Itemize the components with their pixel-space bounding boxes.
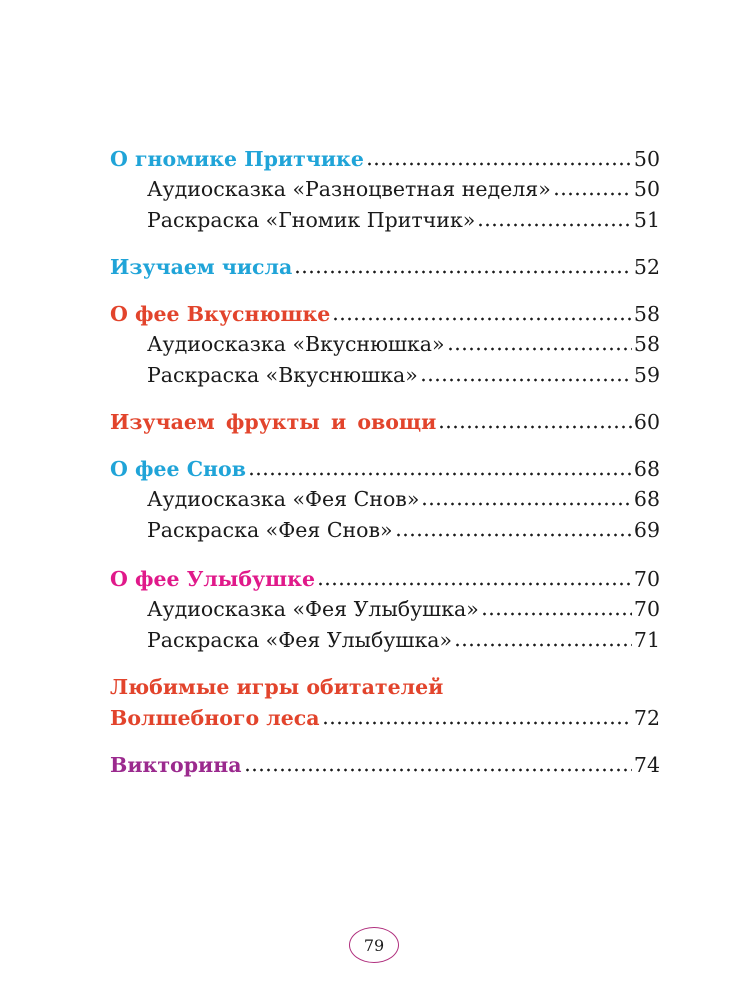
dot-leader [395, 533, 632, 537]
dot-leader [332, 317, 632, 321]
toc-subentry-page: 51 [633, 208, 660, 232]
toc-subentry-page: 68 [633, 487, 660, 511]
toc-subentry[interactable] [147, 592, 660, 622]
toc-subentry[interactable] [147, 358, 660, 388]
dot-leader [294, 270, 632, 274]
toc-subentry[interactable] [147, 482, 660, 512]
toc-subentry-page: 71 [633, 628, 660, 652]
dot-leader [481, 612, 632, 616]
toc-entry-page: 52 [633, 255, 660, 279]
toc-subentry-page: 69 [633, 518, 660, 542]
toc-subentry-title: Аудиосказка «Фея Улыбушка» [147, 597, 479, 621]
toc-subentry[interactable] [147, 203, 660, 233]
table-of-contents [110, 0, 660, 1000]
dot-leader [244, 768, 632, 772]
toc-entry-page: 58 [633, 302, 660, 326]
toc-entry-page: 50 [633, 147, 660, 171]
dot-leader [317, 582, 632, 586]
toc-subentry-page: 59 [633, 363, 660, 387]
toc-subentry[interactable] [147, 623, 660, 653]
toc-subentry-title: Раскраска «Вкуснюшка» [147, 363, 418, 387]
dot-leader [420, 378, 632, 382]
toc-entry-page: 74 [633, 753, 660, 777]
toc-subentry[interactable] [147, 327, 660, 357]
toc-entry-numbers[interactable] [110, 250, 660, 280]
toc-entry-vkusnyushka[interactable] [110, 297, 660, 327]
toc-subentry-title: Аудиосказка «Фея Снов» [147, 487, 420, 511]
toc-entry-title: О фее Снов [110, 457, 246, 481]
toc-entry-title: Волшебного леса [110, 706, 320, 730]
toc-subentry-title: Раскраска «Фея Улыбушка» [147, 628, 453, 652]
toc-entry-title: О гномике Притчике [110, 147, 364, 171]
toc-entry-title: Любимые игры обитателей [110, 675, 444, 699]
toc-entry-title: Викторина [110, 753, 242, 777]
toc-subentry-page: 70 [633, 597, 660, 621]
toc-subentry-page: 50 [633, 177, 660, 201]
toc-entry-games-line2[interactable] [110, 701, 660, 731]
dot-leader [421, 502, 632, 506]
toc-entry-title: О фее Улыбушке [110, 567, 316, 591]
dot-leader [553, 192, 632, 196]
toc-subentry[interactable] [147, 513, 660, 543]
toc-entry-gnome[interactable] [110, 142, 660, 172]
toc-subentry-page: 58 [633, 332, 660, 356]
dot-leader [438, 425, 632, 429]
toc-subentry-title: Раскраска «Гномик Притчик» [147, 208, 476, 232]
dot-leader [366, 162, 632, 166]
toc-entry-page: 70 [633, 567, 660, 591]
toc-entry-title: Изучаем числа [110, 255, 293, 279]
toc-entry-title: Изучаем фрукты и овощи [110, 410, 437, 434]
toc-subentry-title: Аудиосказка «Разноцветная неделя» [147, 177, 551, 201]
toc-entry-fruits[interactable] [110, 405, 660, 435]
toc-entry-page: 68 [633, 457, 660, 481]
toc-entry-page: 60 [633, 410, 660, 434]
toc-entry-quiz[interactable] [110, 748, 660, 778]
page-number-badge [349, 927, 399, 963]
dot-leader [454, 643, 632, 647]
toc-subentry-title: Аудиосказка «Вкуснюшка» [147, 332, 445, 356]
page-number: 79 [363, 935, 385, 955]
dot-leader [477, 223, 632, 227]
toc-entry-ulybushka[interactable] [110, 562, 660, 592]
toc-entry-snov[interactable] [110, 452, 660, 482]
dot-leader [322, 721, 632, 725]
dot-leader [248, 472, 632, 476]
toc-subentry-title: Раскраска «Фея Снов» [147, 518, 393, 542]
toc-subentry[interactable] [147, 172, 660, 202]
dot-leader [447, 347, 632, 351]
toc-entry-games-line1[interactable] [110, 670, 660, 700]
toc-entry-page: 72 [633, 706, 660, 730]
toc-entry-title: О фее Вкуснюшке [110, 302, 331, 326]
